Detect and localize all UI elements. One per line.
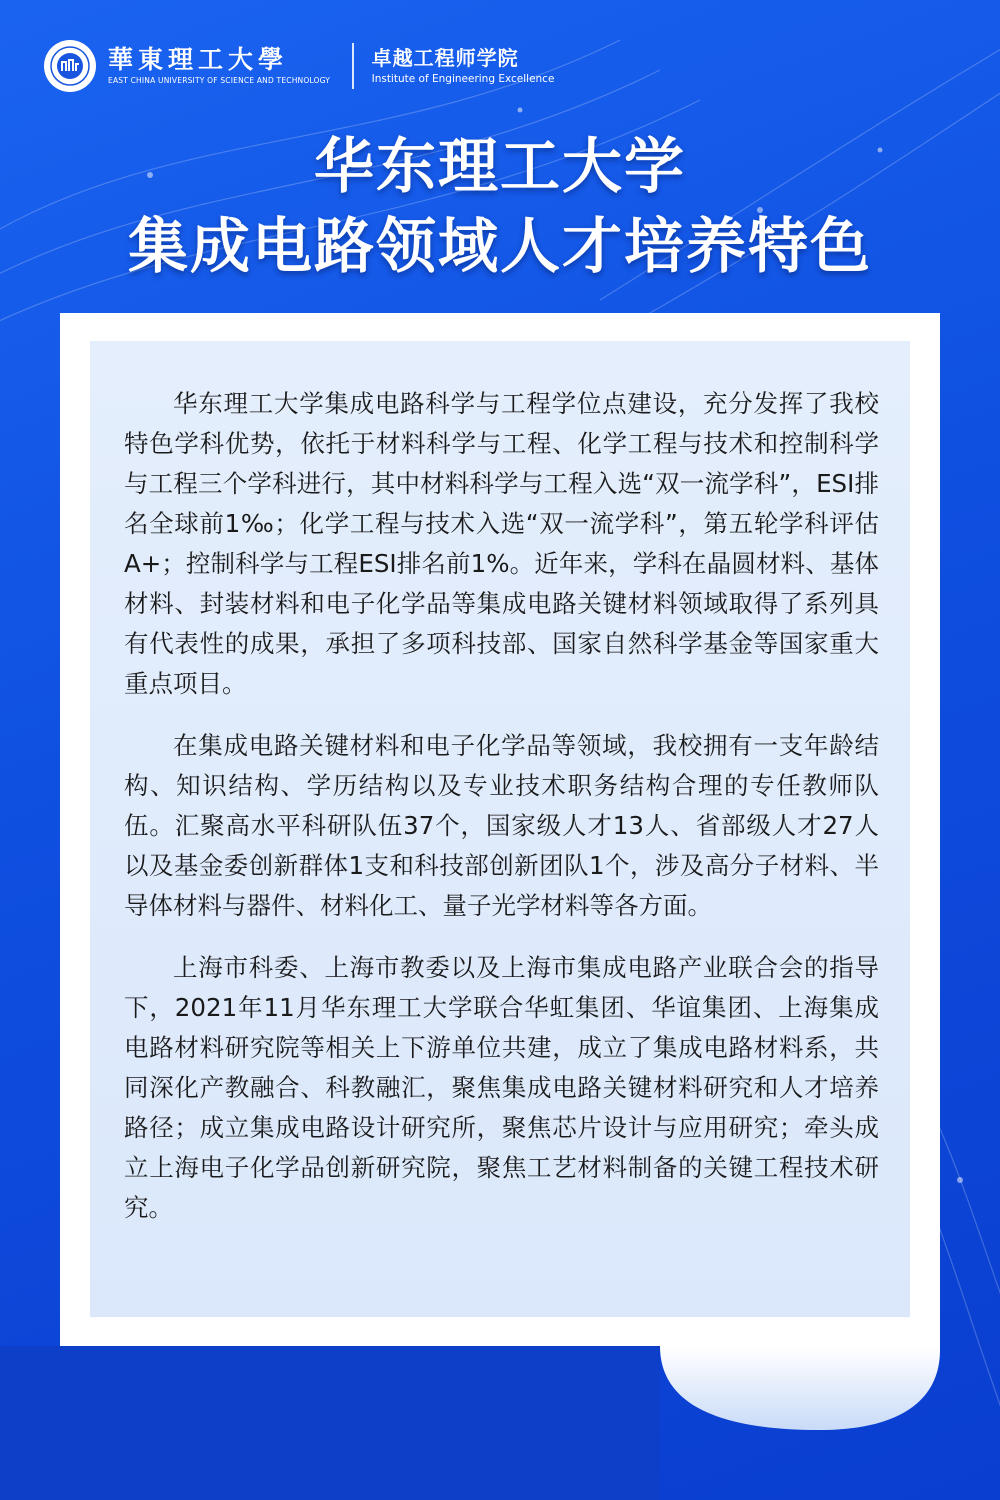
university-name-block bbox=[108, 45, 330, 87]
university-name-cn: 華東理工大學 bbox=[108, 45, 289, 74]
paragraph-2: 在集成电路关键材料和电子化学品等领域，我校拥有一支年龄结构、知识结构、学历结构以及专业技术职务结构合理的专任教师队伍。汇聚高水平科研队伍37个，国家级人才13人、省部级人才27人以及基金委创新群体1支和科技部创新团队1个，涉及高分子材料、半导体材料与器件、材料化工、量子光学材料等各方面。 bbox=[124, 731, 879, 920]
university-seal-icon bbox=[42, 38, 98, 94]
bottom-band bbox=[0, 1346, 660, 1500]
header bbox=[42, 36, 554, 96]
paragraph-1: 华东理工大学集成电路科学与工程学位点建设，充分发挥了我校特色学科优势，依托于材料科学与工程、化学工程与技术和控制科学与工程三个学科进行，其中材料科学与工程入选“双一流学科”，ESI排名全球前1‰；化学工程与技术入选“双一流学科”，第五轮学科评估A+；控制科学与工程ESI排名前1%。近年来，学科在晶圆材料、基体材料、封装材料和电子化学品等集成电路关键材料领域取得了系列具有代表性的成果，承担了多项科技部、国家自然科学基金等国家重大重点项目。 bbox=[124, 389, 879, 698]
content-text bbox=[124, 384, 879, 1250]
page-title-line2: 集成电路领域人才培养特色 bbox=[128, 212, 872, 282]
page-title-line1: 华东理工大学 bbox=[314, 132, 686, 202]
paragraph-3: 上海市科委、上海市教委以及上海市集成电路产业联合会的指导下，2021年11月华东理工大学联合华虹集团、华谊集团、上海集成电路材料研究院等相关上下游单位共建，成立了集成电路材料系，共同深化产教融合、科教融汇，聚焦集成电路关键材料研究和人才培养路径；成立集成电路设计研究所，聚焦芯片设计与应用研究；牵头成立上海电子化学品创新研究院，聚焦工艺材料制备的关键工程技术研究。 bbox=[124, 953, 879, 1222]
university-name-en: EAST CHINA UNIVERSITY OF SCIENCE AND TECHNOLOGY bbox=[108, 76, 331, 85]
header-divider bbox=[352, 43, 354, 89]
institute-name-en: Institute of Engineering Excellence bbox=[371, 73, 555, 85]
institute-name-cn: 卓越工程师学院 bbox=[371, 46, 519, 70]
institute-name-block bbox=[372, 45, 555, 87]
